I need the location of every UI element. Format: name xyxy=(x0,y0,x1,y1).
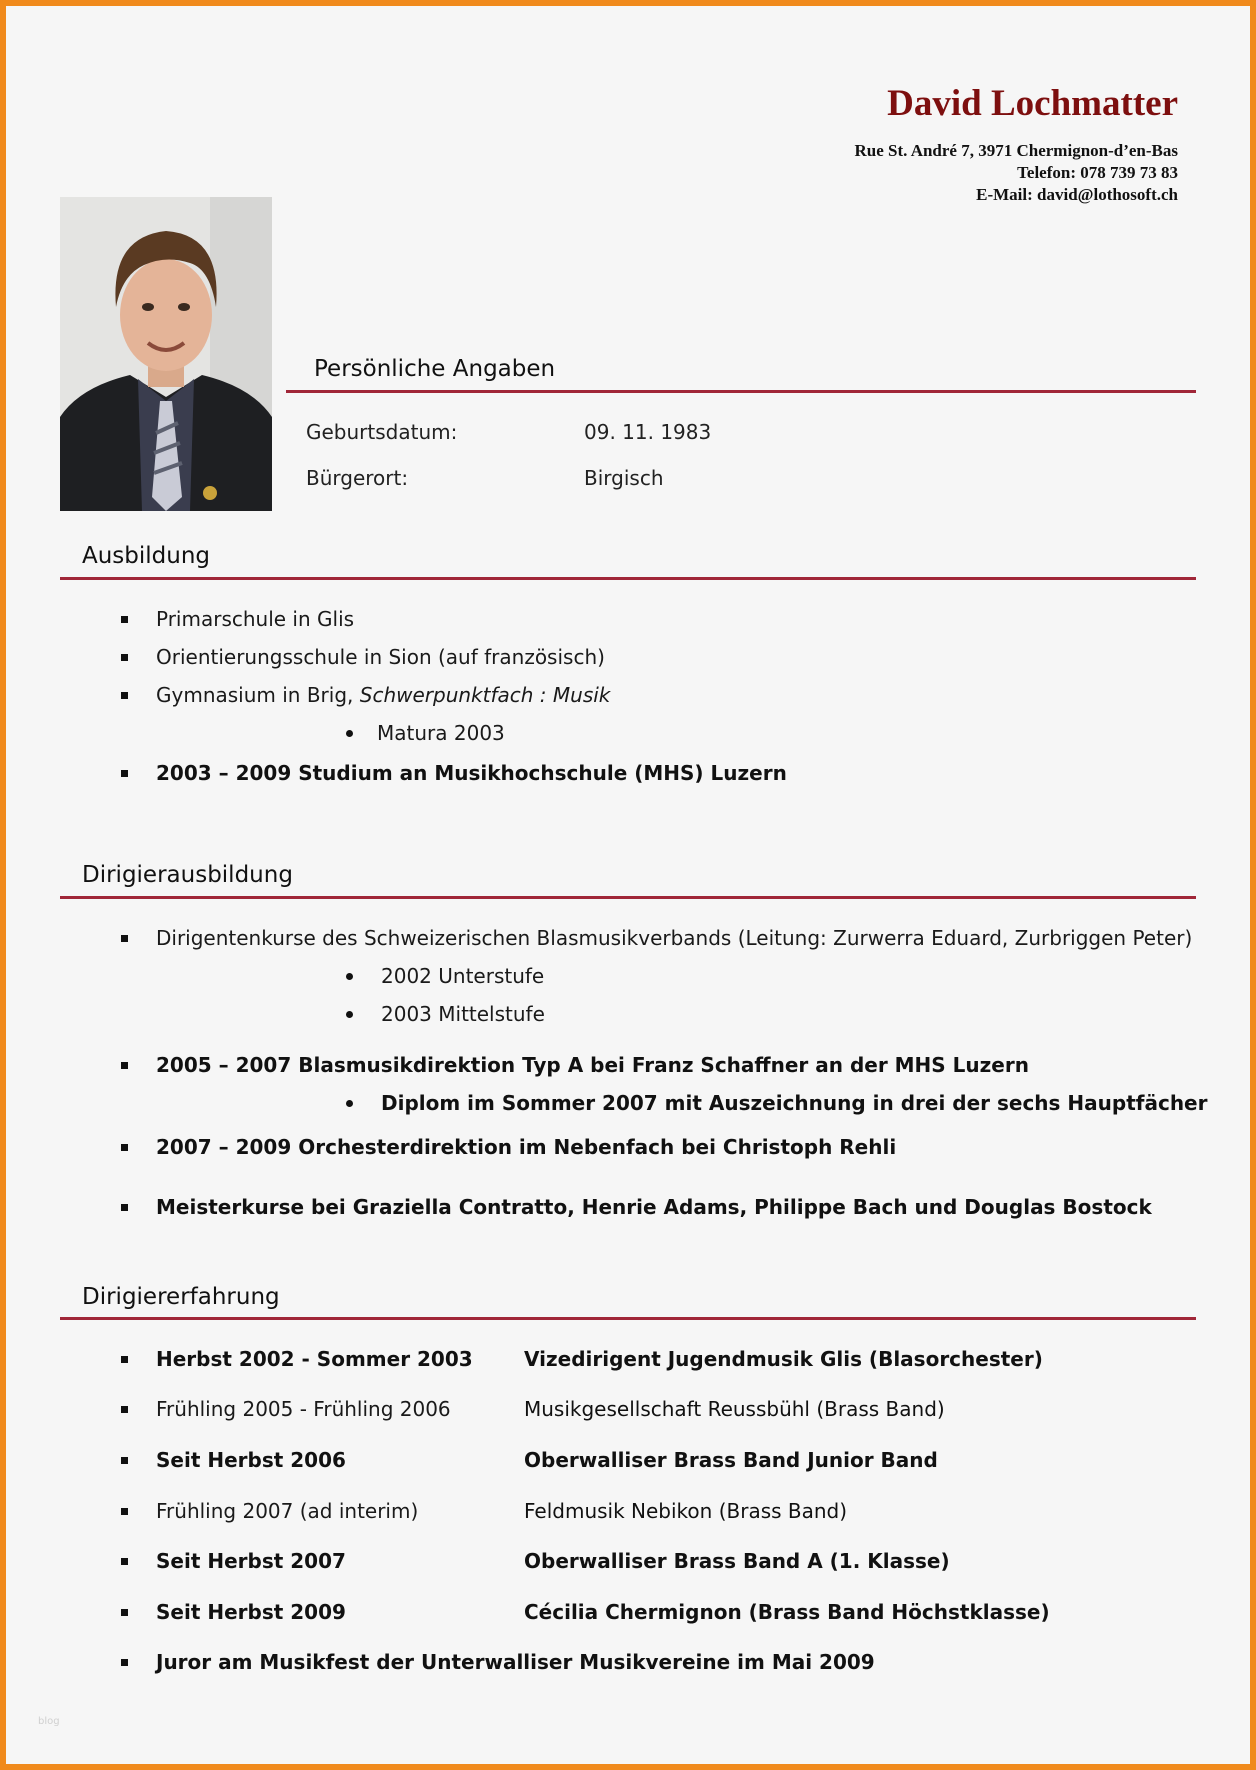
origin-value: Birgisch xyxy=(584,466,664,490)
bullet-square xyxy=(121,1144,128,1151)
experience-role: Feldmusik Nebikon (Brass Band) xyxy=(524,1499,848,1523)
phone: Telefon: 078 739 73 83 xyxy=(1017,163,1178,182)
bullet-square xyxy=(121,1558,128,1565)
training-item: 2005 – 2007 Blasmusikdirektion Typ A bei Franz Schaffner an der MHS Luzern xyxy=(156,1053,1029,1077)
address: Rue St. André 7, 3971 Chermignon-d’en-Bas xyxy=(854,141,1178,160)
training-item: Meisterkurse bei Graziella Contratto, Henrie Adams, Philippe Bach und Douglas Bostock xyxy=(156,1195,1152,1219)
bullet-square xyxy=(121,1204,128,1211)
bullet-square xyxy=(121,1457,128,1464)
section-title-experience: Dirigiererfahrung xyxy=(82,1284,280,1310)
education-sub-item: Matura 2003 xyxy=(377,721,505,745)
education-focus: Schwerpunktfach : Musik xyxy=(359,683,611,707)
experience-period: Seit Herbst 2006 xyxy=(156,1448,346,1472)
bullet-dot xyxy=(346,1011,353,1018)
watermark: blog xyxy=(38,1716,60,1727)
bullet-square xyxy=(121,1508,128,1515)
education-item: 2003 – 2009 Studium an Musikhochschule (MHS) Luzern xyxy=(156,761,787,785)
training-sub-item: Diplom im Sommer 2007 mit Auszeichnung in drei der sechs Hauptfächer xyxy=(381,1091,1208,1115)
experience-role: Musikgesellschaft Reussbühl (Brass Band) xyxy=(524,1397,945,1421)
experience-period: Frühling 2007 (ad interim) xyxy=(156,1499,419,1523)
bullet-square xyxy=(121,1406,128,1413)
experience-period: Seit Herbst 2007 xyxy=(156,1549,346,1573)
section-rule-education xyxy=(60,577,1196,580)
section-title-conducting-training: Dirigierausbildung xyxy=(82,862,293,888)
bullet-square xyxy=(121,692,128,699)
birthdate-value: 09. 11. 1983 xyxy=(584,420,712,444)
section-rule-conducting-training xyxy=(60,896,1196,899)
experience-period: Frühling 2005 - Frühling 2006 xyxy=(156,1397,451,1421)
bullet-square xyxy=(121,654,128,661)
education-item-text: Gymnasium in Brig, xyxy=(156,683,360,707)
experience-period: Herbst 2002 - Sommer 2003 xyxy=(156,1347,473,1371)
experience-period: Seit Herbst 2009 xyxy=(156,1600,346,1624)
bullet-square xyxy=(121,1659,128,1666)
portrait-illustration xyxy=(60,197,272,511)
section-title-personal: Persönliche Angaben xyxy=(314,356,556,382)
person-name: David Lochmatter xyxy=(887,83,1178,124)
education-item xyxy=(156,682,610,708)
experience-role: Cécilia Chermignon (Brass Band Höchstklasse) xyxy=(524,1600,1050,1624)
training-sub-item: 2002 Unterstufe xyxy=(381,964,545,988)
portrait-photo xyxy=(60,197,272,511)
education-item: Orientierungsschule in Sion (auf französisch) xyxy=(156,645,605,669)
bullet-dot xyxy=(346,973,353,980)
training-item: Dirigentenkurse des Schweizerischen Blasmusikverbands (Leitung: Zurwerra Eduard, Zurbriggen Peter) xyxy=(156,926,1193,950)
bullet-square xyxy=(121,770,128,777)
email: E-Mail: david@lothosoft.ch xyxy=(976,185,1178,204)
section-rule-experience xyxy=(60,1317,1196,1320)
bullet-square xyxy=(121,1062,128,1069)
origin-label: Bürgerort: xyxy=(306,466,409,490)
education-item: Primarschule in Glis xyxy=(156,607,355,631)
section-rule-personal xyxy=(286,390,1196,393)
training-sub-item: 2003 Mittelstufe xyxy=(381,1002,545,1026)
experience-role: Vizedirigent Jugendmusik Glis (Blasorchester) xyxy=(524,1347,1043,1371)
training-item: 2007 – 2009 Orchesterdirektion im Nebenfach bei Christoph Rehli xyxy=(156,1135,897,1159)
experience-item: Juror am Musikfest der Unterwalliser Musikvereine im Mai 2009 xyxy=(156,1650,875,1674)
bullet-dot xyxy=(346,1100,353,1107)
experience-role: Oberwalliser Brass Band Junior Band xyxy=(524,1448,938,1472)
section-title-education: Ausbildung xyxy=(82,543,211,569)
birthdate-label: Geburtsdatum: xyxy=(306,420,458,444)
header xyxy=(855,82,1179,206)
bullet-square xyxy=(121,1356,128,1363)
experience-role: Oberwalliser Brass Band A (1. Klasse) xyxy=(524,1549,950,1573)
bullet-square xyxy=(121,935,128,942)
bullet-square xyxy=(121,1609,128,1616)
bullet-square xyxy=(121,616,128,623)
bullet-dot xyxy=(346,730,353,737)
